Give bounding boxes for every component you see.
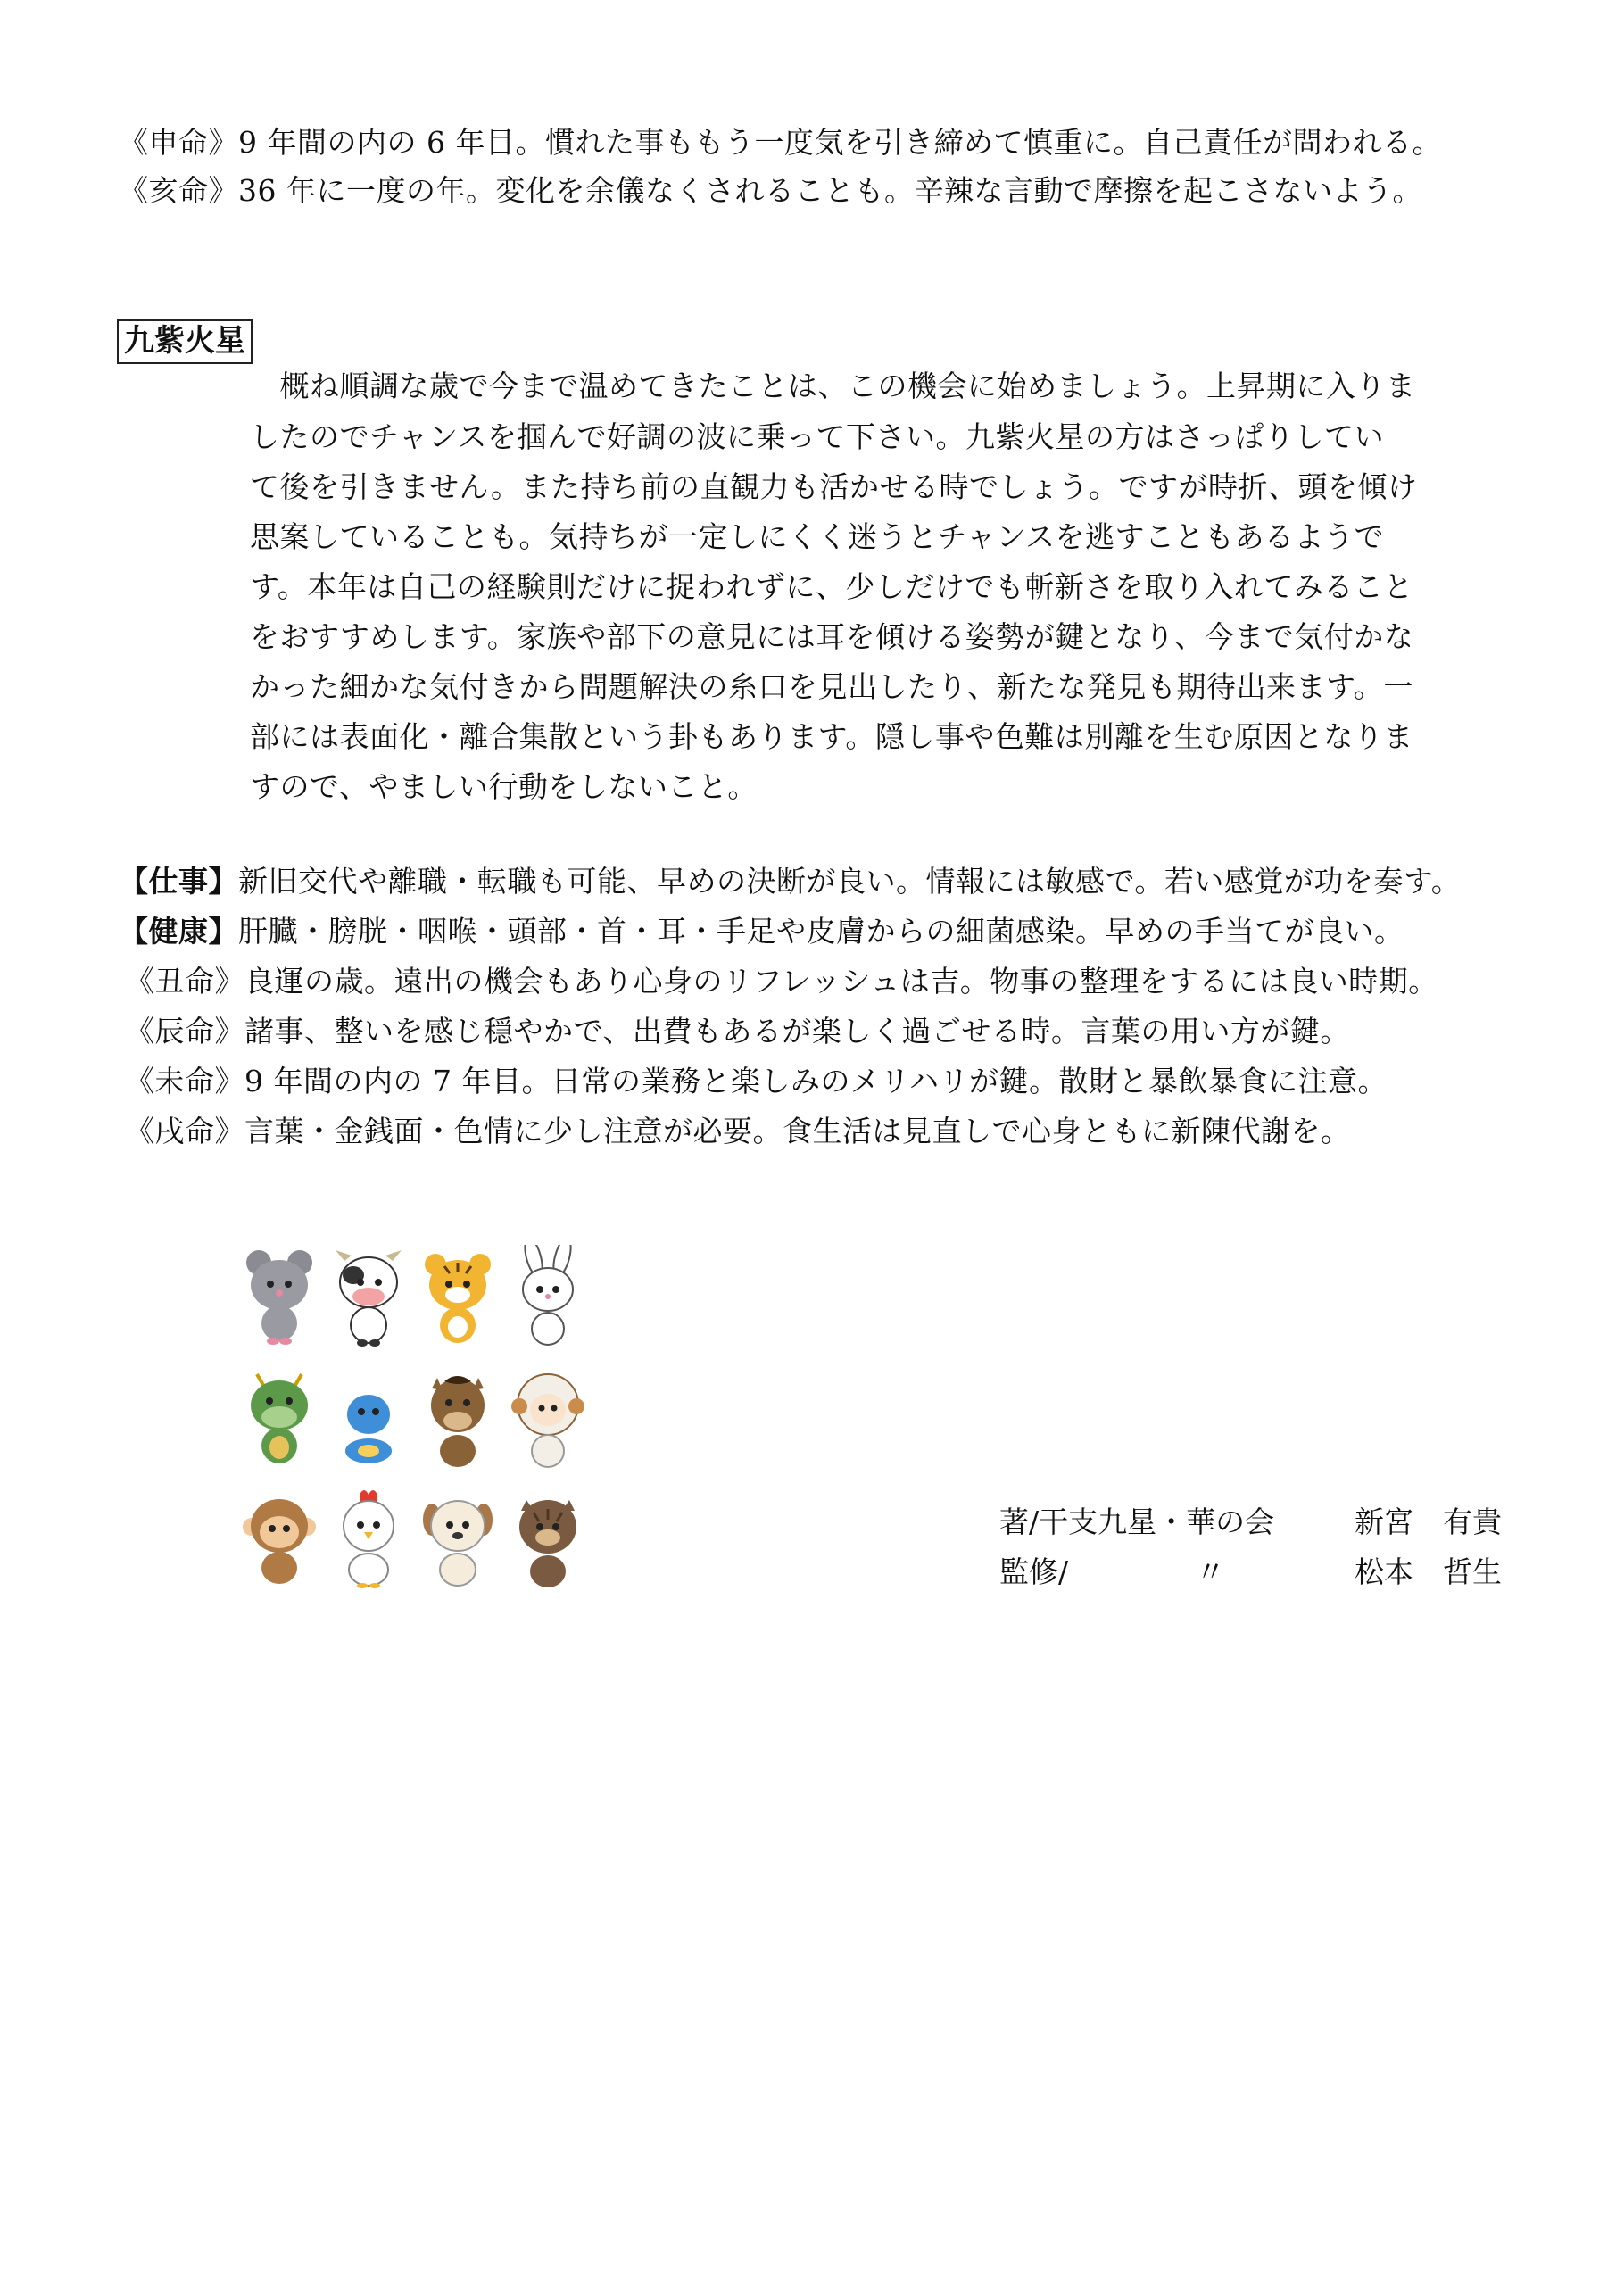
top-line-2: 《亥命》36 年に一度の年。変化を余儀なくされることも。辛辣な言動で摩擦を起こさないよう。 <box>119 173 1422 208</box>
horse-illustration <box>431 1376 485 1467</box>
sub-line-4: 《戌命》言葉・金銭面・色情に少し注意が必要。食生活は見直しで心身ともに新陳代謝を。 <box>125 1114 1351 1148</box>
dog-illustration <box>423 1501 493 1586</box>
sub-line-3: 《未命》9 年間の内の 7 年目。日常の業務と楽しみのメリハリが鍵。散財と暴飲暴食に注意。 <box>125 1064 1388 1098</box>
section-heading: 九紫火星 <box>117 319 253 364</box>
top-line-1: 《申命》9 年間の内の 6 年目。慣れた事ももう一度気を引き締めて慎重に。自己責任が問われる。 <box>119 125 1442 160</box>
boar-illustration <box>519 1500 576 1587</box>
work-text: 新旧交代や離職・転職も可能、早めの決断が良い。情報には敏感で。若い感覚が功を奏す。 <box>238 864 1462 899</box>
paragraph-line-5: す。本年は自己の経験則だけに捉われずに、少しだけでも斬新さを取り入れてみること <box>250 569 1413 604</box>
rat-illustration <box>246 1250 312 1345</box>
monkey-illustration <box>243 1499 316 1584</box>
paragraph-line-9: すので、やましい行動をしないこと。 <box>250 769 758 804</box>
sub-line-2: 《辰命》諸事、整いを感じ穏やかで、出費もあるが楽しく過ごせる時。言葉の用い方が鍵。 <box>125 1014 1350 1049</box>
snake-illustration <box>345 1395 392 1463</box>
rabbit-illustration <box>522 1245 575 1345</box>
health-text: 肝臓・膀胱・咽喉・頭部・首・耳・手足や皮膚からの細菌感染。早めの手当てが良い。 <box>238 914 1404 949</box>
tiger-illustration <box>425 1254 491 1343</box>
ox-illustration <box>336 1250 402 1347</box>
dragon-illustration <box>251 1374 308 1463</box>
author-name: 新宮 有貴 <box>1355 1504 1502 1539</box>
work-label: 【仕事】 <box>119 864 238 899</box>
paragraph-line-7: かった細かな気付きから問題解決の糸口を見出したり、新たな発見も期待出来ます。一 <box>250 669 1413 704</box>
paragraph-line-3: て後を引きません。また持ち前の直観力も活かせる時でしょう。ですが時折、頭を傾け <box>250 469 1418 504</box>
paragraph-line-8: 部には表面化・離合集散という卦もあります。隠し事や色難は別離を生む原因となりま <box>250 719 1413 754</box>
supervisor-role: 監修/ <box>999 1554 1069 1589</box>
sub-line-1: 《丑命》良運の歳。遠出の機会もあり心身のリフレッシュは吉。物事の整理をするには良い時期。 <box>125 964 1438 999</box>
work-line <box>119 864 1461 899</box>
health-label: 【健康】 <box>119 914 238 949</box>
rooster-illustration <box>344 1490 394 1588</box>
paragraph-line-2: したのでチャンスを掴んで好調の波に乗って下さい。九紫火星の方はさっぱりしてい <box>250 419 1385 454</box>
paragraph-line-1: 概ね順調な歳で今まで温めてきたことは、この機会に始めましょう。上昇期に入りま <box>250 369 1416 403</box>
supervisor-name: 松本 哲生 <box>1355 1554 1502 1589</box>
paragraph-line-6: をおすすめします。家族や部下の意見には耳を傾ける姿勢が鍵となり、今まで気付かな <box>250 619 1414 654</box>
author-role: 著/干支九星・華の会 <box>999 1504 1275 1539</box>
zodiac-animals-illustration <box>239 1245 605 1588</box>
ditto-mark: 〃 <box>1196 1554 1225 1589</box>
sheep-illustration <box>511 1374 584 1467</box>
paragraph-line-4: 思案していることも。気持ちが一定しにくく迷うとチャンスを逃すこともあるようで <box>250 519 1385 554</box>
health-line <box>119 914 1404 949</box>
